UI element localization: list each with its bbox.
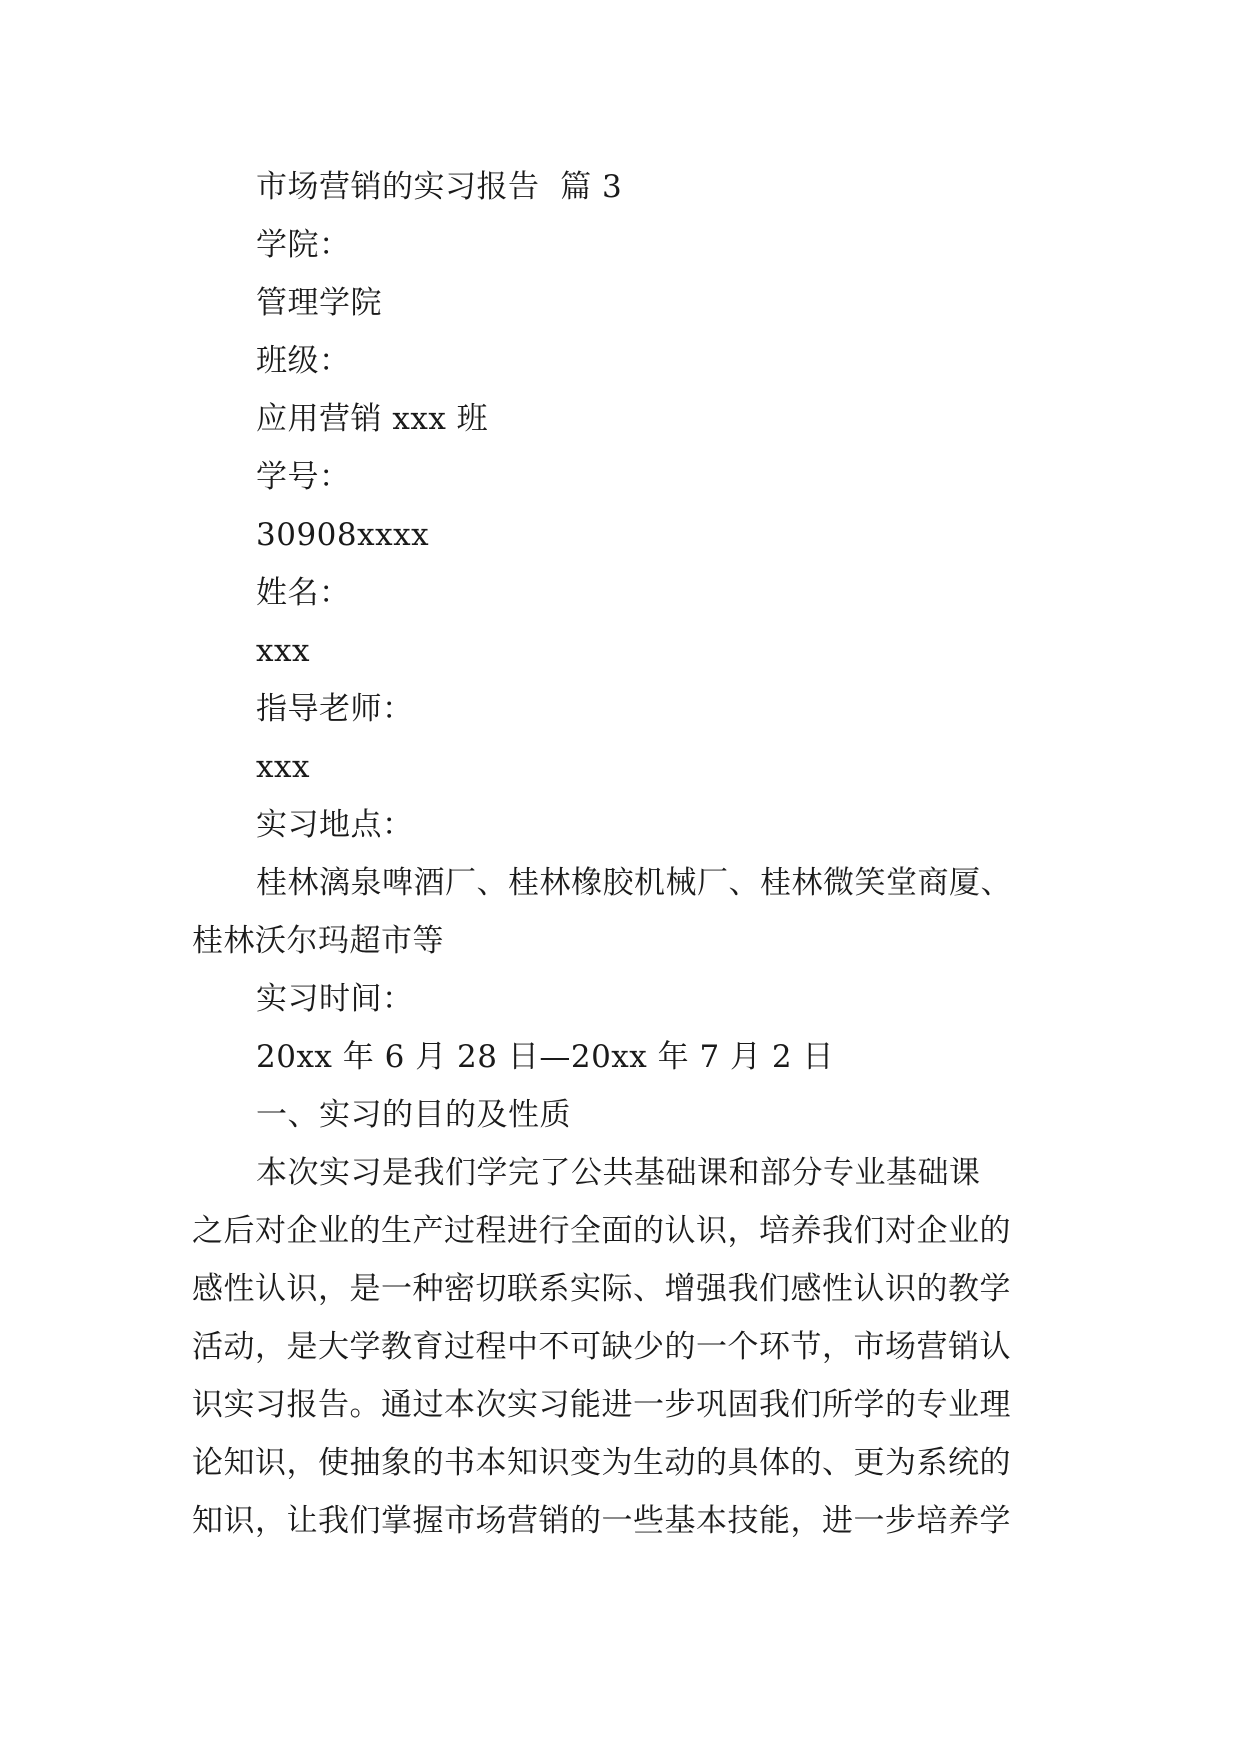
class-value: 应用营销 xxx 班 bbox=[256, 401, 489, 437]
paragraph-line: 本次实习是我们学完了公共基础课和部分专业基础课 bbox=[256, 1155, 981, 1191]
section-heading: 一、实习的目的及性质 bbox=[256, 1097, 571, 1133]
paragraph-line: 论知识，使抽象的书本知识变为生动的具体的、更为系统的 bbox=[192, 1445, 1011, 1481]
class-label: 班级： bbox=[256, 343, 351, 379]
paragraph-line: 知识，让我们掌握市场营销的一些基本技能，进一步培养学 bbox=[192, 1503, 1011, 1539]
document-title: 市场营销的实习报告 篇 3 bbox=[256, 169, 623, 205]
paragraph-line: 活动，是大学教育过程中不可缺少的一个环节，市场营销认 bbox=[192, 1329, 1011, 1365]
location-value-line-2: 桂林沃尔玛超市等 bbox=[192, 923, 444, 959]
college-value: 管理学院 bbox=[256, 285, 382, 321]
name-label: 姓名： bbox=[256, 575, 351, 611]
location-value-line-1: 桂林漓泉啤酒厂、桂林橡胶机械厂、桂林微笑堂商厦、 bbox=[256, 865, 1012, 901]
paragraph-line: 识实习报告。通过本次实习能进一步巩固我们所学的专业理 bbox=[192, 1387, 1011, 1423]
student-id-value: 30908xxxx bbox=[256, 517, 430, 553]
advisor-label: 指导老师： bbox=[256, 691, 414, 727]
paragraph-line: 之后对企业的生产过程进行全面的认识，培养我们对企业的 bbox=[192, 1213, 1011, 1249]
time-value: 20xx 年 6 月 28 日—20xx 年 7 月 2 日 bbox=[256, 1039, 834, 1075]
college-label: 学院： bbox=[256, 227, 351, 263]
paragraph-line: 感性认识，是一种密切联系实际、增强我们感性认识的教学 bbox=[192, 1271, 1011, 1307]
document-body bbox=[192, 158, 1062, 1550]
advisor-value: xxx bbox=[256, 749, 310, 785]
name-value: xxx bbox=[256, 633, 310, 669]
time-label: 实习时间： bbox=[256, 981, 414, 1017]
body-paragraph bbox=[192, 1144, 1062, 1550]
student-id-label: 学号： bbox=[256, 459, 351, 495]
location-label: 实习地点： bbox=[256, 807, 414, 843]
